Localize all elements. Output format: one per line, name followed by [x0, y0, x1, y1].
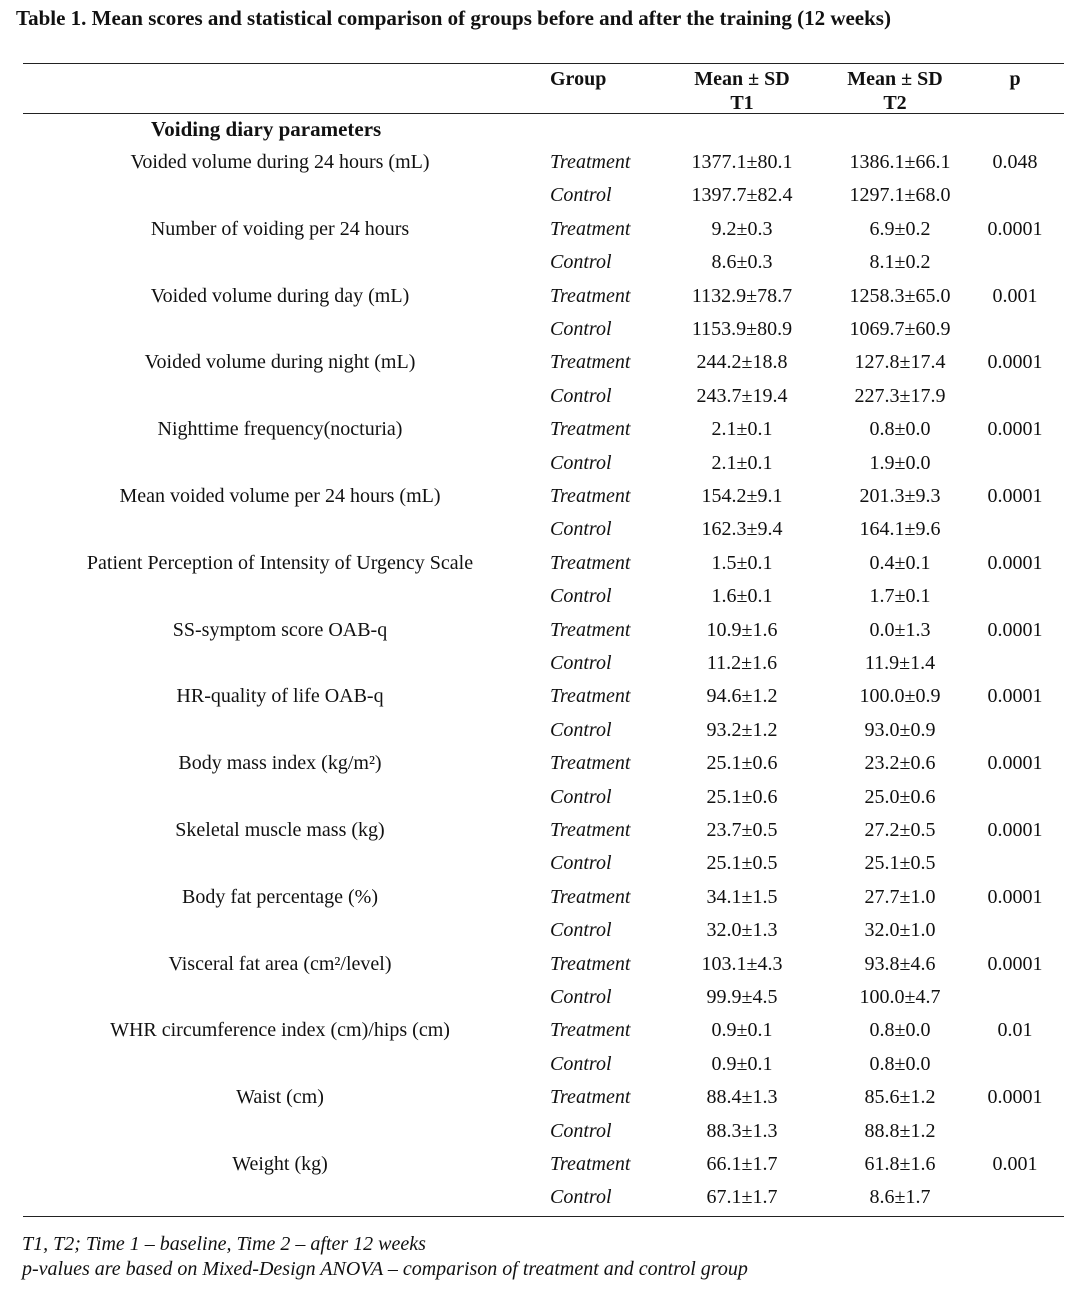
parameter-label: HR-quality of life OAB-q — [176, 685, 384, 708]
treatment-t2-value: 27.2±0.5 — [864, 819, 936, 841]
parameter-label: Visceral fat area (cm²/level) — [168, 952, 392, 975]
group-label-control: Control — [550, 852, 612, 875]
parameter-label: Mean voided volume per 24 hours (mL) — [119, 485, 441, 507]
group-label-treatment: Treatment — [550, 752, 631, 775]
group-label-treatment: Treatment — [550, 1019, 631, 1042]
treatment-t1-value: 1.5±0.1 — [711, 551, 773, 574]
p-value: 0.0001 — [987, 551, 1043, 574]
treatment-t2-value: 93.8±4.6 — [864, 952, 936, 975]
treatment-t1-value: 94.6±1.2 — [706, 685, 778, 708]
parameter-label: Body mass index (kg/m²) — [178, 752, 382, 775]
header-p: p — [1009, 68, 1021, 90]
group-label-control: Control — [550, 652, 612, 674]
treatment-t1-value: 1377.1±80.1 — [691, 151, 793, 173]
treatment-t2-value: 1386.1±66.1 — [849, 151, 951, 173]
treatment-t1-value: 244.2±18.8 — [696, 351, 788, 374]
header-t2-line1: Mean ± SD — [847, 68, 943, 90]
treatment-t2-value: 0.4±0.1 — [869, 551, 931, 574]
parameter-label: Nighttime frequency(nocturia) — [157, 418, 403, 441]
p-value: 0.0001 — [987, 217, 1043, 240]
header-t1-line2: T1 — [730, 92, 754, 114]
treatment-t1-value: 1132.9±78.7 — [691, 284, 793, 307]
header-t1-line1: Mean ± SD — [694, 68, 790, 90]
header-group: Group — [550, 68, 607, 90]
treatment-t2-value: 61.8±1.6 — [864, 1153, 936, 1175]
parameter-label: Number of voiding per 24 hours — [150, 217, 410, 240]
treatment-t2-value: 1258.3±65.0 — [849, 284, 951, 307]
control-t2-value: 164.1±9.6 — [859, 518, 941, 541]
note-p-values: p-values are based on Mixed-Design ANOVA – comparison of treatment and control group — [22, 1258, 748, 1280]
treatment-t1-value: 9.2±0.3 — [711, 217, 773, 240]
control-t1-value: 162.3±9.4 — [701, 518, 783, 541]
group-label-control: Control — [550, 1119, 612, 1142]
group-label-treatment: Treatment — [550, 952, 631, 975]
group-label-control: Control — [550, 384, 612, 407]
group-label-control: Control — [550, 1186, 612, 1209]
control-t1-value: 88.3±1.3 — [706, 1119, 778, 1142]
control-t2-value: 0.8±0.0 — [869, 1052, 931, 1075]
group-label-treatment: Treatment — [550, 1153, 631, 1175]
control-t1-value: 243.7±19.4 — [696, 384, 788, 407]
group-label-control: Control — [550, 919, 612, 942]
treatment-t2-value: 127.8±17.4 — [854, 351, 946, 374]
note-time-definition: T1, T2; Time 1 – baseline, Time 2 – after 12 weeks — [22, 1233, 426, 1255]
header-t2-line2: T2 — [883, 92, 907, 114]
group-label-control: Control — [550, 986, 612, 1008]
treatment-t1-value: 34.1±1.5 — [706, 885, 778, 908]
control-t2-value: 25.0±0.6 — [864, 785, 936, 808]
p-value: 0.0001 — [987, 1086, 1043, 1109]
control-t1-value: 0.9±0.1 — [711, 1052, 773, 1075]
control-t1-value: 67.1±1.7 — [706, 1186, 778, 1209]
group-label-control: Control — [550, 518, 612, 541]
p-value: 0.0001 — [987, 952, 1043, 975]
control-t2-value: 1.7±0.1 — [869, 585, 931, 608]
group-label-treatment: Treatment — [550, 551, 631, 574]
group-label-control: Control — [550, 451, 612, 474]
control-t2-value: 25.1±0.5 — [864, 852, 936, 875]
parameter-label: Skeletal muscle mass (kg) — [175, 819, 385, 841]
group-label-treatment: Treatment — [550, 151, 631, 173]
group-label-control: Control — [550, 318, 612, 340]
group-label-treatment: Treatment — [550, 1086, 631, 1109]
parameter-label: Patient Perception of Intensity of Urgency Scale — [86, 551, 474, 574]
control-t2-value: 100.0±4.7 — [859, 986, 941, 1008]
group-label-treatment: Treatment — [550, 885, 631, 908]
p-value: 0.01 — [997, 1019, 1033, 1042]
treatment-t2-value: 0.8±0.0 — [869, 1019, 931, 1042]
group-label-treatment: Treatment — [550, 819, 631, 841]
control-t2-value: 1.9±0.0 — [869, 451, 931, 474]
control-t1-value: 99.9±4.5 — [706, 986, 778, 1008]
treatment-t1-value: 88.4±1.3 — [706, 1086, 778, 1109]
p-value: 0.001 — [992, 1153, 1038, 1175]
treatment-t1-value: 66.1±1.7 — [706, 1153, 778, 1175]
group-label-treatment: Treatment — [550, 685, 631, 708]
treatment-t2-value: 201.3±9.3 — [859, 485, 941, 507]
group-label-control: Control — [550, 585, 612, 608]
parameter-label: SS-symptom score OAB-q — [172, 618, 388, 641]
control-t1-value: 1397.7±82.4 — [691, 184, 793, 207]
control-t1-value: 8.6±0.3 — [711, 251, 773, 274]
p-value: 0.0001 — [987, 885, 1043, 908]
parameter-label: WHR circumference index (cm)/hips (cm) — [110, 1019, 450, 1042]
treatment-t1-value: 23.7±0.5 — [706, 819, 778, 841]
control-t1-value: 25.1±0.6 — [706, 785, 778, 808]
treatment-t1-value: 0.9±0.1 — [711, 1019, 773, 1042]
group-label-treatment: Treatment — [550, 284, 631, 307]
p-value: 0.0001 — [987, 685, 1043, 708]
p-value: 0.0001 — [987, 752, 1043, 775]
treatment-t2-value: 100.0±0.9 — [859, 685, 941, 708]
group-label-control: Control — [550, 251, 612, 274]
control-t2-value: 32.0±1.0 — [864, 919, 936, 942]
parameter-label: Weight (kg) — [232, 1153, 328, 1175]
control-t1-value: 32.0±1.3 — [706, 919, 778, 942]
group-label-treatment: Treatment — [550, 351, 631, 374]
control-t1-value: 1.6±0.1 — [711, 585, 773, 608]
treatment-t2-value: 0.0±1.3 — [869, 618, 931, 641]
control-t2-value: 88.8±1.2 — [864, 1119, 936, 1142]
group-label-treatment: Treatment — [550, 418, 631, 441]
treatment-t1-value: 154.2±9.1 — [701, 485, 783, 507]
group-label-treatment: Treatment — [550, 485, 631, 507]
parameter-label: Voided volume during night (mL) — [144, 351, 416, 374]
control-t2-value: 227.3±17.9 — [854, 384, 946, 407]
treatment-t2-value: 0.8±0.0 — [869, 418, 931, 441]
parameter-label: Voided volume during 24 hours (mL) — [130, 151, 430, 173]
parameter-label: Body fat percentage (%) — [181, 885, 378, 908]
treatment-t1-value: 2.1±0.1 — [711, 418, 773, 441]
table-notes — [22, 1232, 748, 1282]
group-label-control: Control — [550, 1052, 612, 1075]
control-t1-value: 93.2±1.2 — [706, 718, 778, 741]
group-label-control: Control — [550, 785, 612, 808]
treatment-t1-value: 10.9±1.6 — [706, 618, 778, 641]
treatment-t2-value: 23.2±0.6 — [864, 752, 936, 775]
control-t2-value: 8.6±1.7 — [869, 1186, 931, 1209]
treatment-t2-value: 85.6±1.2 — [864, 1086, 936, 1109]
treatment-t2-value: 6.9±0.2 — [869, 217, 931, 240]
table-caption: Table 1. Mean scores and statistical comparison of groups before and after the training (12 weeks) — [16, 6, 891, 30]
p-value: 0.0001 — [987, 351, 1043, 374]
group-label-control: Control — [550, 718, 612, 741]
group-label-control: Control — [550, 184, 612, 207]
p-value: 0.048 — [992, 151, 1038, 173]
control-t2-value: 93.0±0.9 — [864, 718, 936, 741]
section-title: Voiding diary parameters — [151, 117, 382, 141]
p-value: 0.0001 — [987, 618, 1043, 641]
control-t2-value: 1069.7±60.9 — [849, 318, 951, 340]
p-value: 0.0001 — [987, 418, 1043, 441]
p-value: 0.001 — [992, 284, 1038, 307]
control-t2-value: 1297.1±68.0 — [849, 184, 951, 207]
group-label-treatment: Treatment — [550, 217, 631, 240]
group-label-treatment: Treatment — [550, 618, 631, 641]
control-t2-value: 11.9±1.4 — [864, 652, 936, 674]
control-t1-value: 25.1±0.5 — [706, 852, 778, 875]
control-t2-value: 8.1±0.2 — [869, 251, 931, 274]
p-value: 0.0001 — [987, 819, 1043, 841]
p-value: 0.0001 — [987, 485, 1043, 507]
control-t1-value: 1153.9±80.9 — [691, 318, 793, 340]
treatment-t2-value: 27.7±1.0 — [864, 885, 936, 908]
parameter-label: Voided volume during day (mL) — [150, 284, 410, 307]
parameter-label: Waist (cm) — [236, 1086, 324, 1109]
control-t1-value: 2.1±0.1 — [711, 451, 773, 474]
treatment-t1-value: 25.1±0.6 — [706, 752, 778, 775]
control-t1-value: 11.2±1.6 — [706, 652, 778, 674]
bottom-rule — [23, 1216, 1064, 1217]
treatment-t1-value: 103.1±4.3 — [701, 952, 783, 975]
